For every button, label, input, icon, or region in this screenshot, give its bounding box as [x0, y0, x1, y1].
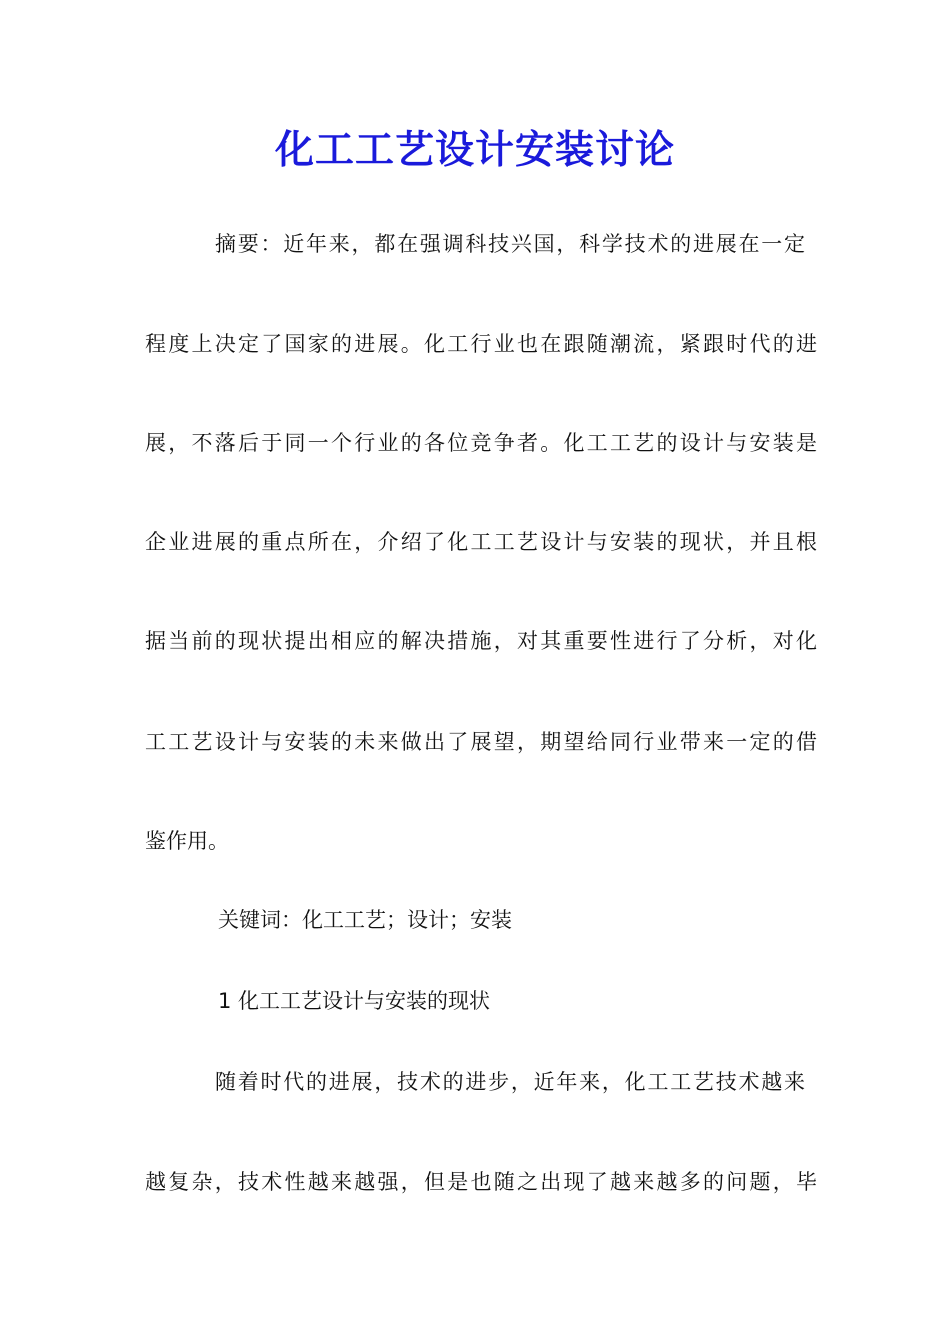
body-line: 越复杂，技术性越来越强，但是也随之出现了越来越多的问题，毕 — [145, 1170, 817, 1194]
abstract-line: 摘要：近年来，都在强调科技兴国，科学技术的进展在一定 — [215, 232, 805, 256]
document-title: 化工工艺设计安装讨论 — [274, 127, 675, 173]
abstract-line: 企业进展的重点所在，介绍了化工工艺设计与安装的现状，并且根 — [145, 530, 817, 554]
abstract-line: 据当前的现状提出相应的解决措施，对其重要性进行了分析，对化 — [145, 629, 817, 653]
abstract-line: 程度上决定了国家的进展。化工行业也在跟随潮流，紧跟时代的进 — [145, 332, 817, 356]
abstract-line: 工工艺设计与安装的未来做出了展望，期望给同行业带来一定的借 — [145, 730, 817, 754]
body-line: 随着时代的进展，技术的进步，近年来，化工工艺技术越来 — [215, 1070, 805, 1094]
keywords: 关键词：化工工艺；设计；安装 — [218, 908, 512, 932]
section-heading: 1 化工工艺设计与安装的现状 — [218, 989, 491, 1013]
abstract-line: 鉴作用。 — [145, 829, 229, 853]
abstract-line: 展，不落后于同一个行业的各位竞争者。化工工艺的设计与安装是 — [145, 431, 817, 455]
